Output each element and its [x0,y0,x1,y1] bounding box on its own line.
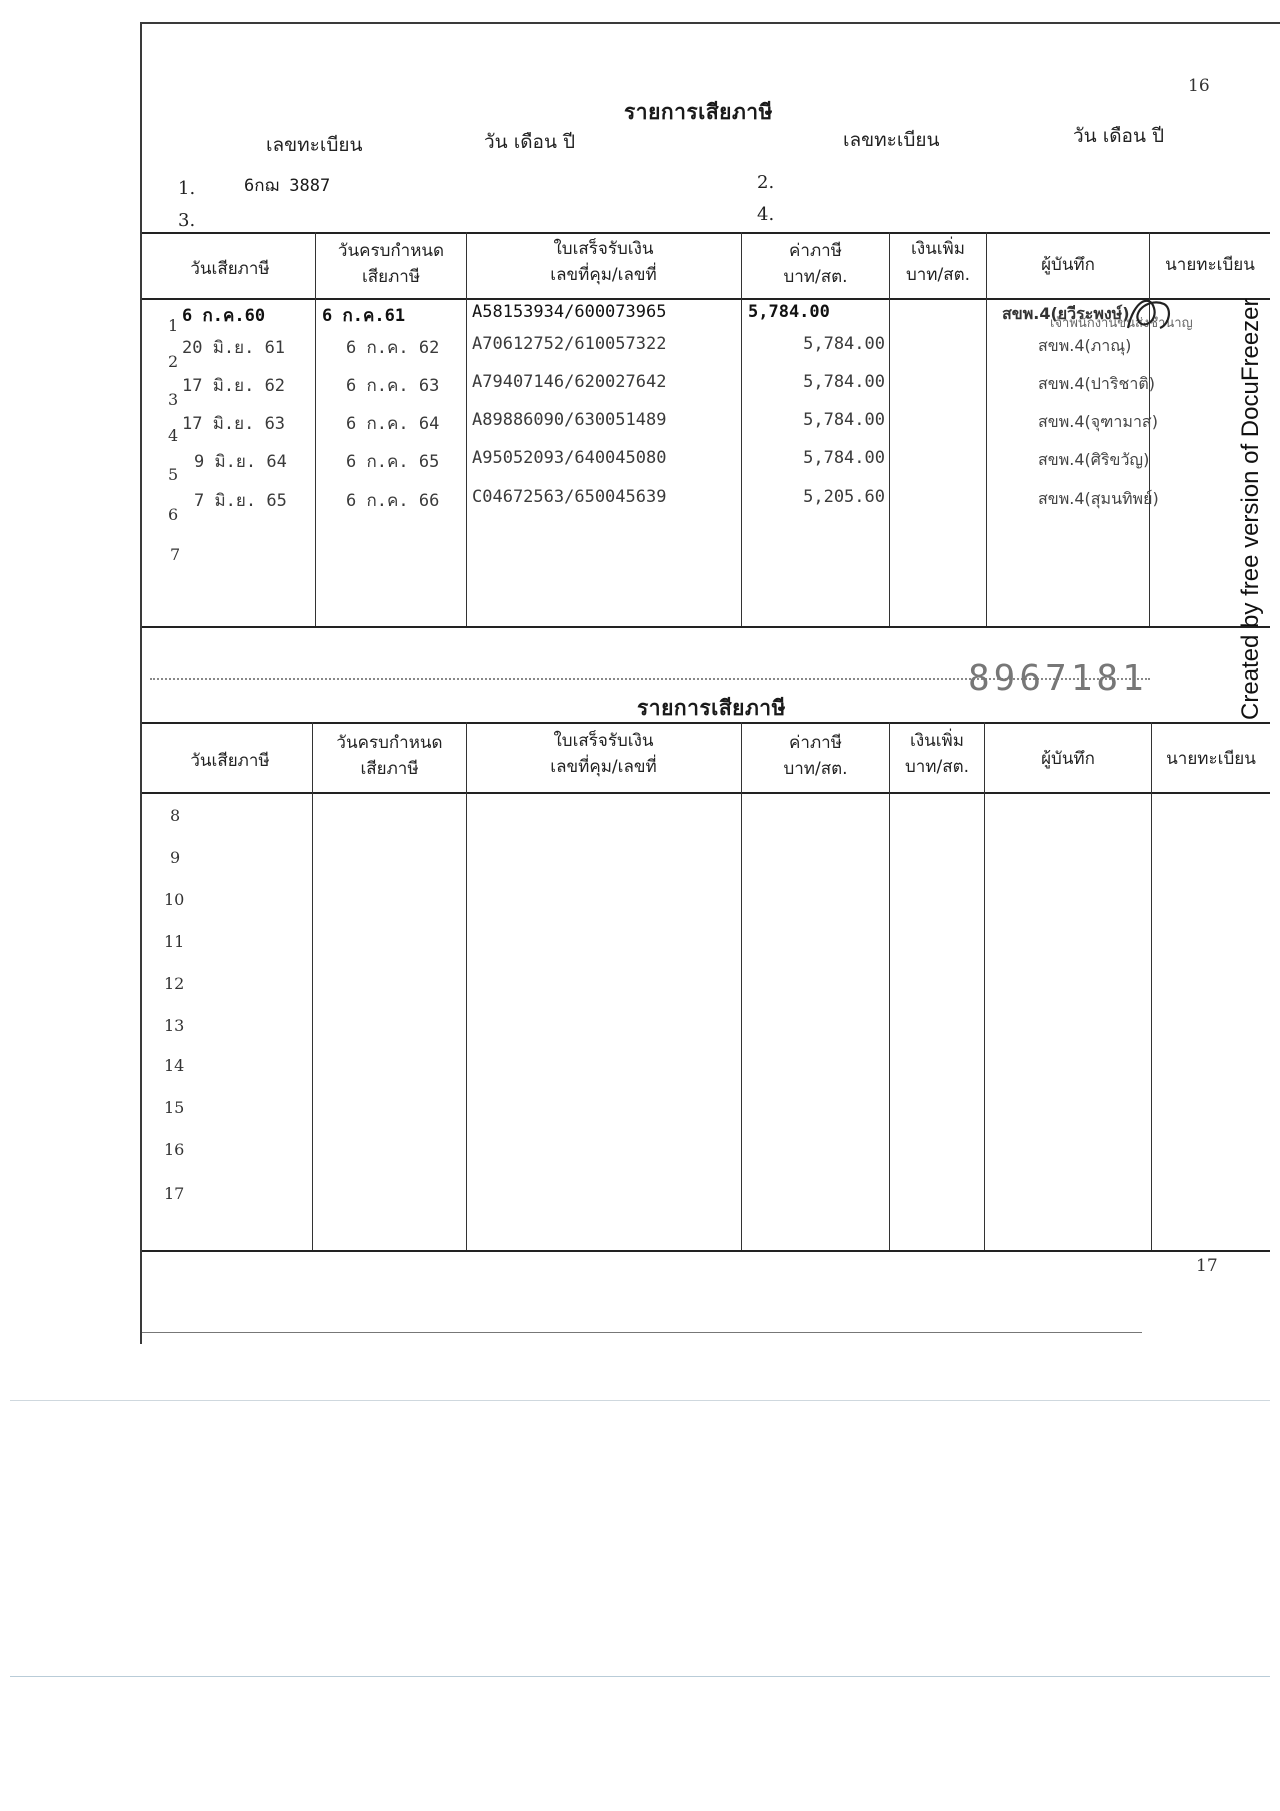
scan-artifact-line [10,1676,1270,1677]
docufreezer-watermark: Created by free version of DocuFreezer [1237,298,1264,720]
date-label-left: วัน เดือน ปี [484,131,576,153]
row-number: 16 [164,1140,185,1159]
page-number-top: 16 [1188,76,1210,96]
row-number: 1 [168,316,179,335]
cell-due-date: 6 ก.ค. 66 [346,491,440,511]
header-receipt: ใบเสร็จรับเงิน เลขที่คุม/เลขที่ [550,731,657,777]
cell-tax-date: 9 มิ.ย. 64 [194,452,287,472]
cell-recorder: สขพ.4(ยวีระพงษ์) [1002,304,1130,323]
cell-tax-date: 17 มิ.ย. 63 [182,414,286,434]
table2-col-divider [889,722,890,1250]
table2-col-divider [1151,722,1152,1250]
header-tax-date: วันเสียภาษี [190,751,270,771]
cell-tax-date: 7 มิ.ย. 65 [194,491,287,511]
cell-receipt: A95052093/640045080 [472,448,667,468]
cell-tax: 5,784.00 [803,448,885,468]
table2-col-divider [312,722,313,1250]
header-tax-date: วันเสียภาษี [190,259,270,279]
cell-tax: 5,784.00 [748,302,830,322]
table1-col-divider [466,232,467,626]
cell-receipt: A79407146/620027642 [472,372,667,392]
scan-artifact-line [10,1400,1270,1401]
date-label-right: วัน เดือน ปี [1073,125,1165,147]
cell-due-date: 6 ก.ค. 64 [346,414,440,434]
table1-header-bottom [142,298,1270,300]
cell-receipt: A58153934/600073965 [472,302,667,322]
row-number: 2 [168,352,179,371]
table2-col-divider [466,722,467,1250]
cell-due-date: 6 ก.ค. 63 [346,376,440,396]
row-number: 15 [164,1098,185,1117]
cell-tax: 5,784.00 [803,334,885,354]
row-number: 12 [164,974,185,993]
row-number: 4 [168,426,179,445]
header-tax: ค่าภาษี บาท/สต. [783,241,848,287]
cell-tax-date: 20 มิ.ย. 61 [182,338,286,358]
cell-due-date: 6 ก.ค.61 [322,306,406,326]
table1-col-divider [889,232,890,626]
cell-receipt: A89886090/630051489 [472,410,667,430]
header-due-date: วันครบกำหนด เสียภาษี [337,241,445,287]
row-number: 13 [164,1016,185,1035]
table2-bottom-border [142,1250,1270,1252]
cell-recorder: สขพ.4(สุมนทิพย์) [1038,489,1159,508]
cell-tax-date: 17 มิ.ย. 62 [182,376,286,396]
row-number: 8 [170,806,181,825]
header-surcharge: เงินเพิ่ม บาท/สต. [904,731,970,777]
signature-scribble-icon [1120,290,1180,340]
row-number: 5 [168,465,179,484]
row-number: 11 [164,932,185,951]
cell-tax: 5,784.00 [803,372,885,392]
row-number: 17 [164,1184,185,1203]
table2-col-divider [741,722,742,1250]
reg-num-3: 3. [178,210,196,231]
header-registrar: นายทะเบียน [1165,255,1255,275]
header-tax: ค่าภาษี บาท/สต. [783,733,848,779]
section1-title: รายการเสียภาษี [624,100,773,124]
table1-col-divider [741,232,742,626]
reg-num-2: 2. [757,172,775,193]
reg-value-1: 6กฌ 3887 [244,176,331,196]
table1-top-border [142,232,1270,234]
official-stamp-text: เจ้าพนักงานขนส่งชำนาญ [1050,316,1193,331]
table1-bottom-border [142,626,1270,628]
reg-label-right: เลขทะเบียน [843,129,940,151]
table2-col-divider [984,722,985,1250]
header-registrar: นายทะเบียน [1166,749,1256,769]
cell-tax: 5,784.00 [803,410,885,430]
cell-due-date: 6 ก.ค. 62 [346,338,440,358]
section2-title: รายการเสียภาษี [637,696,786,720]
row-number: 10 [164,890,185,909]
reg-label-left: เลขทะเบียน [266,134,363,156]
header-recorder: ผู้บันทึก [1041,255,1095,275]
serial-number: 8967181 [968,658,1148,699]
table1-col-divider [986,232,987,626]
reg-num-1: 1. [178,178,196,199]
cell-recorder: สขพ.4(จุฑามาส) [1038,412,1158,431]
row-number: 14 [164,1056,185,1075]
cell-recorder: สขพ.4(ภาณุ) [1038,336,1132,355]
cell-tax: 5,205.60 [803,487,885,507]
page-bottom-edge [142,1332,1142,1333]
header-surcharge: เงินเพิ่ม บาท/สต. [905,239,971,285]
cell-receipt: C04672563/650045639 [472,487,667,507]
header-recorder: ผู้บันทึก [1041,749,1095,769]
header-receipt: ใบเสร็จรับเงิน เลขที่คุม/เลขที่ [550,239,657,285]
page-number-bottom: 17 [1196,1256,1218,1276]
row-number: 9 [170,848,181,867]
table1-col-divider [315,232,316,626]
cell-receipt: A70612752/610057322 [472,334,667,354]
cell-recorder: สขพ.4(ศิริขวัญ) [1038,450,1150,469]
row-number: 6 [168,505,179,524]
cell-recorder: สขพ.4(ปาริชาติ) [1038,374,1155,393]
cell-tax-date: 6 ก.ค.60 [182,306,266,326]
cell-due-date: 6 ก.ค. 65 [346,452,440,472]
row-number: 7 [170,545,181,564]
row-number: 3 [168,390,179,409]
header-due-date: วันครบกำหนด เสียภาษี [336,733,443,779]
reg-num-4: 4. [757,204,775,225]
